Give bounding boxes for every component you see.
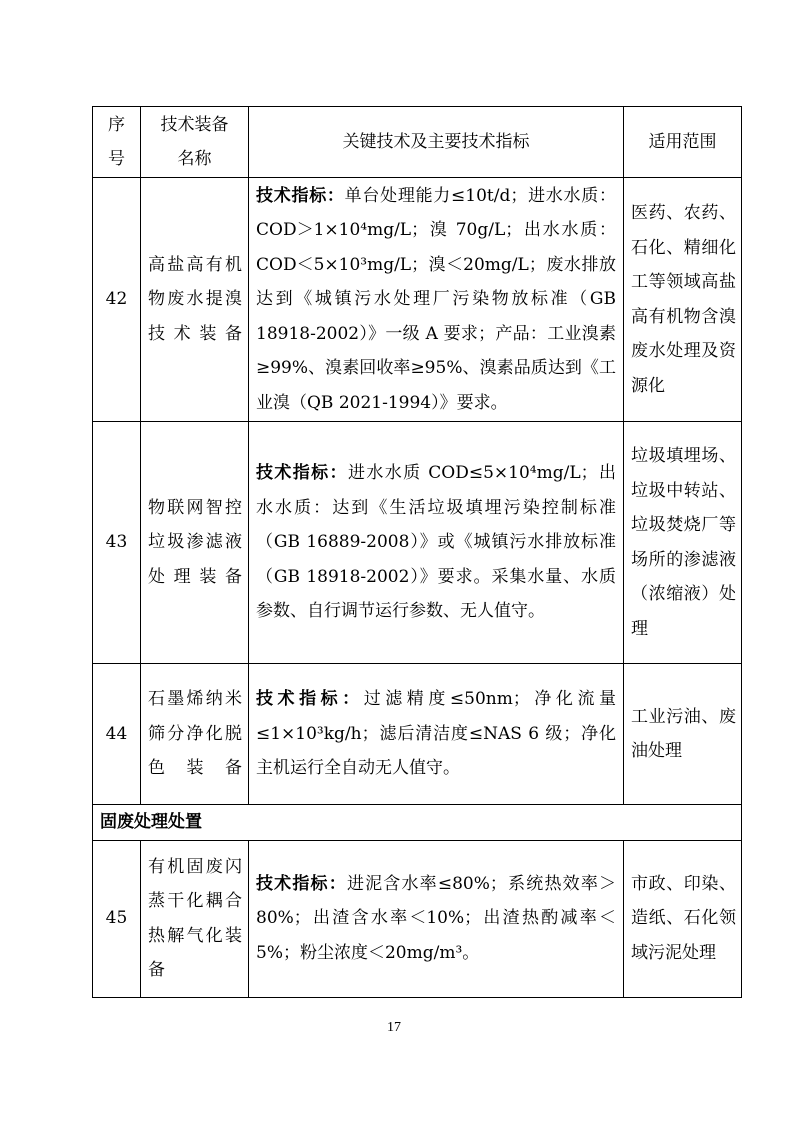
tech-label: 技术指标： <box>256 185 345 206</box>
header-tech: 关键技术及主要技术指标 <box>249 107 624 178</box>
application-scope: 工业污油、废油处理 <box>624 664 742 805</box>
tech-indicators <box>249 664 624 805</box>
application-scope: 市政、印染、造纸、石化领域污泥处理 <box>624 840 742 997</box>
header-name-line2: 名称 <box>177 149 212 169</box>
header-name <box>141 107 249 178</box>
tech-indicators <box>249 178 624 422</box>
tech-label: 技术指标： <box>256 873 347 894</box>
tech-text: 进水水质 COD≤5×10⁴mg/L；出水水质：达到《生活垃圾填埋污染控制标准（GB 16889-2008）》或《城镇污水排放标准（GB 18918-2002）》要求。采集水量、水质参数、自行调节运行参数、无人值守。 <box>256 463 617 622</box>
tech-label: 技术指标： <box>256 463 348 484</box>
row-number: 42 <box>93 178 141 422</box>
equipment-name: 高盐高有机物废水提溴技术装备 <box>141 178 249 422</box>
tech-text: 过滤精度≤50nm；净化流量≤1×10³kg/h；滤后清洁度≤NAS 6 级；净化主机运行全自动无人值守。 <box>256 689 616 779</box>
section-row <box>93 805 742 841</box>
table-row <box>93 840 742 997</box>
tech-text: 进泥含水率≤80%；系统热效率＞80%；出渣含水率＜10%；出渣热酌减率＜5%；粉尘浓度＜20mg/m³。 <box>256 873 617 963</box>
header-no-line1: 序 <box>108 115 125 135</box>
table-row <box>93 178 742 422</box>
header-name-line1: 技术装备 <box>160 115 229 135</box>
row-number: 43 <box>93 422 141 664</box>
tech-indicators <box>249 422 624 664</box>
application-scope: 垃圾填埋场、垃圾中转站、垃圾焚烧厂等场所的渗滤液（浓缩液）处理 <box>624 422 742 664</box>
section-title: 固废处理处置 <box>93 805 742 841</box>
equipment-name: 石墨烯纳米筛分净化脱色装备 <box>141 664 249 805</box>
equipment-name: 有机固废闪蒸干化耦合热解气化装备 <box>141 840 249 997</box>
row-number: 44 <box>93 664 141 805</box>
table-row <box>93 664 742 805</box>
header-scope: 适用范围 <box>624 107 742 178</box>
table-row <box>93 422 742 664</box>
equipment-name: 物联网智控垃圾渗滤液处理装备 <box>141 422 249 664</box>
page-number: 17 <box>387 1020 401 1035</box>
tech-label: 技术指标： <box>256 689 364 710</box>
equipment-table <box>92 106 742 998</box>
tech-indicators <box>249 840 624 997</box>
equipment-table-container <box>92 106 737 998</box>
row-number: 45 <box>93 840 141 997</box>
header-no-line2: 号 <box>108 149 125 169</box>
application-scope: 医药、农药、石化、精细化工等领域高盐高有机物含溴废水处理及资源化 <box>624 178 742 422</box>
tech-text: 单台处理能力≤10t/d；进水水质：COD＞1×10⁴mg/L；溴 70g/L；出水水质：COD＜5×10³mg/L；溴＜20mg/L；废水排放达到《城镇污水处理厂污染物放标准（GB 18918-2002）》一级 A 要求；产品：工业溴素≥99%、溴素回收率≥95%、溴素品质达到《工业溴（QB 2021-1994）》要求。 <box>256 185 616 413</box>
table-header-row <box>93 107 742 178</box>
header-no <box>93 107 141 178</box>
